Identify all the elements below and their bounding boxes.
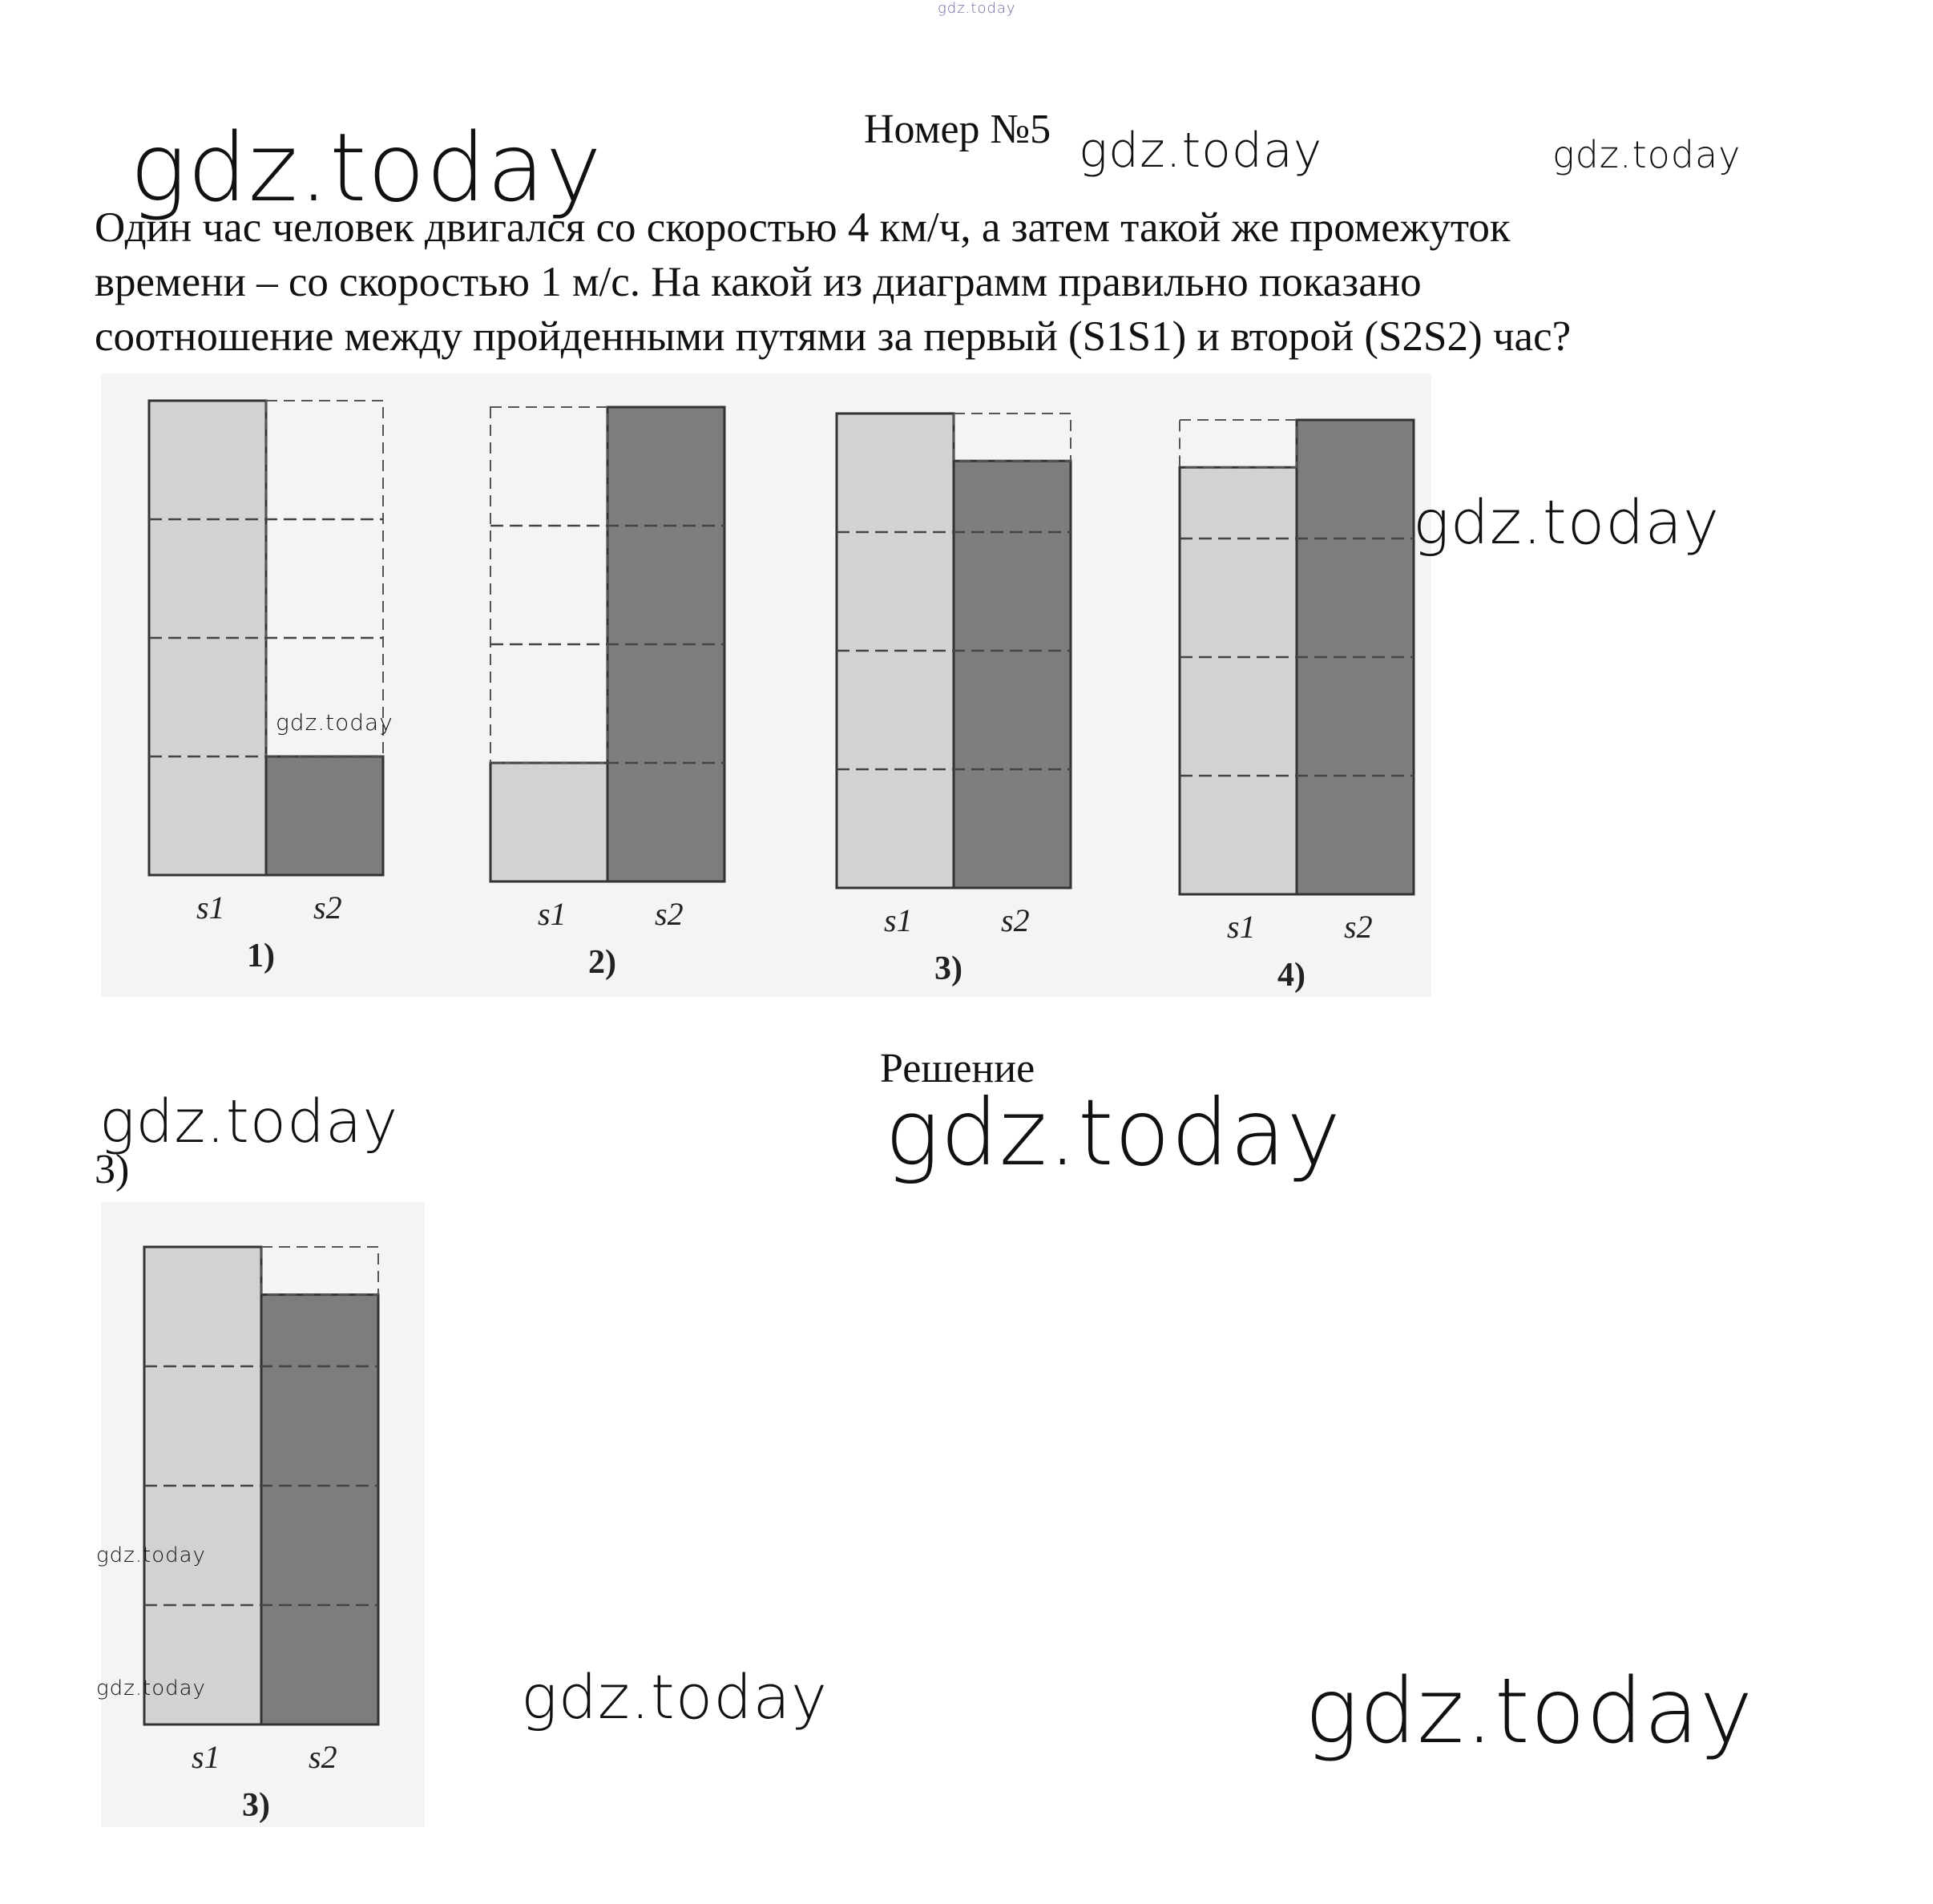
bar-s1-4 (1180, 467, 1297, 894)
problem-line-2: времени – со скоростью 1 м/с. На какой из диаграмм правильно показано (95, 259, 1422, 305)
s1-label-2: s1 (538, 896, 567, 932)
watermark-bottom-right: gdz.today (1305, 1660, 1754, 1764)
diagram-number-answer: 3) (242, 1787, 270, 1824)
solution-heading: Решение (880, 1046, 1035, 1091)
watermark-small-diagram: gdz.today (276, 709, 393, 736)
problem-line-1: Один час человек двигался со скоростью 4 км/ч, а затем такой же промежуток (95, 204, 1511, 251)
s1-label-3: s1 (884, 902, 913, 938)
watermark-top-right: gdz.today (1552, 133, 1741, 176)
solution-answer: 3) (95, 1147, 130, 1192)
watermark-bottom-middle: gdz.today (521, 1661, 828, 1733)
s1-label-1: s1 (196, 889, 225, 926)
diagram-number-1: 1) (247, 938, 275, 974)
empty-outline-3-1 (954, 413, 1071, 461)
problem-title: Номер №5 (864, 107, 1051, 152)
diagram-number-4: 4) (1277, 957, 1305, 994)
watermark-title: gdz.today (1079, 123, 1323, 179)
bar-s2-3 (954, 461, 1071, 888)
s2-label-3: s2 (1001, 902, 1030, 938)
s2-label-4: s2 (1344, 909, 1373, 945)
s1-label-answer: s1 (192, 1739, 220, 1775)
watermark-large-left: gdz.today (130, 112, 603, 223)
watermark-small-answer-1: gdz.today (96, 1543, 206, 1567)
empty-outline-1-1 (266, 401, 383, 756)
bar-s2-1 (266, 756, 383, 875)
diagram-number-3: 3) (934, 950, 962, 987)
diagram-number-2: 2) (588, 944, 616, 981)
watermark-top: gdz.today (938, 0, 1016, 17)
empty-outline-2-0 (490, 407, 607, 763)
s2-label-1: s2 (313, 889, 342, 926)
empty-outline-4-0 (1180, 420, 1297, 467)
s2-label-answer: s2 (309, 1739, 337, 1775)
bar-s2-answer (261, 1295, 378, 1724)
watermark-small-answer-2: gdz.today (96, 1676, 206, 1700)
problem-line-3: соотношение между пройденными путями за первый (S1S1) и второй (S2S2) час? (95, 313, 1572, 360)
watermark-center-large: gdz.today (885, 1079, 1342, 1186)
bar-s1-2 (490, 763, 607, 881)
s1-label-4: s1 (1227, 909, 1256, 945)
empty-outline-answer-1 (261, 1247, 378, 1295)
s2-label-2: s2 (655, 896, 684, 932)
watermark-left-middle: gdz.today (99, 1087, 399, 1156)
watermark-right: gdz.today (1413, 486, 1720, 558)
